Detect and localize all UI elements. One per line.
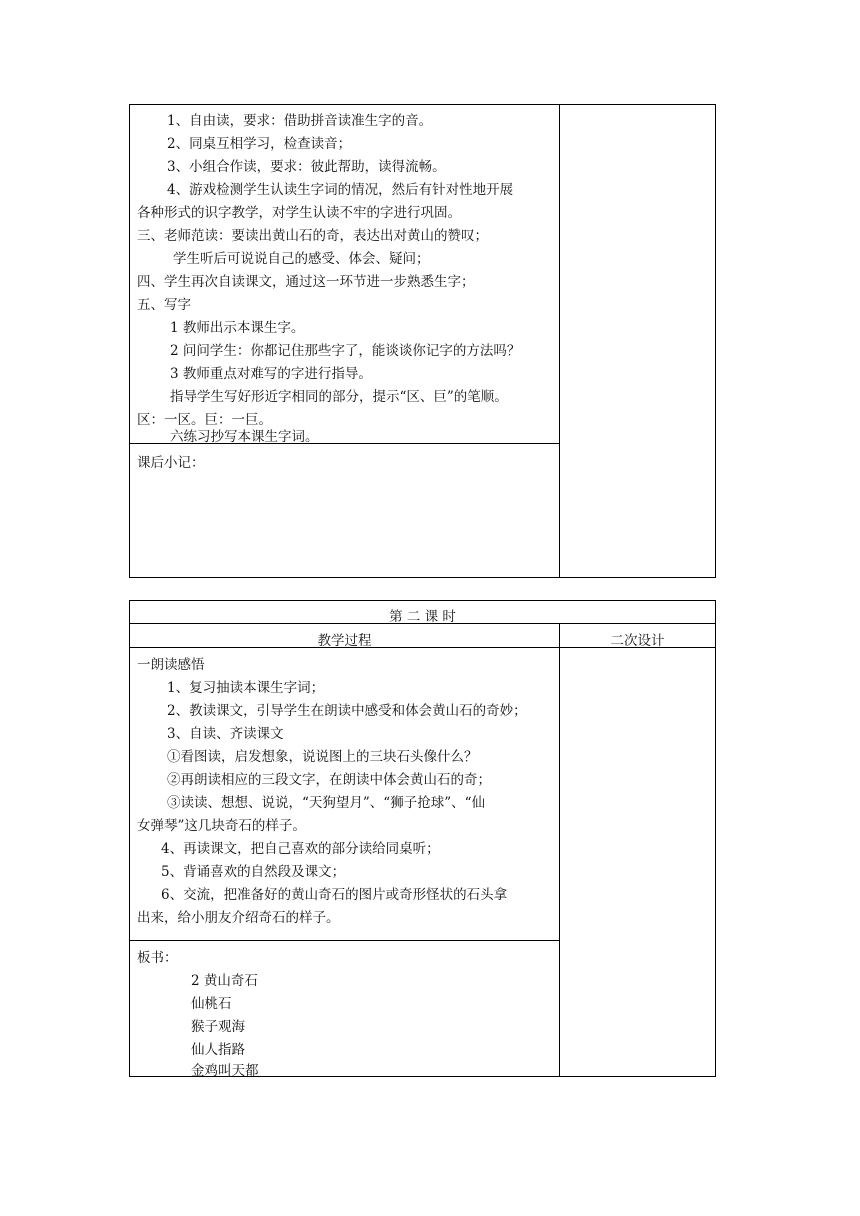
column-header-design: 二次设计: [610, 633, 665, 649]
table1-line: 六练习抄写本课生字词。: [170, 429, 319, 445]
table2-line: ②再朗读相应的三段文字，在朗读中体会黄山石的奇；: [167, 772, 491, 788]
table1-line: 4、游戏检测学生认读生字词的情况，然后有针对性地开展: [167, 182, 514, 198]
table1-line: 各种形式的识字教学，对学生认读不牢的字进行巩固。: [137, 205, 461, 221]
table1-line: 2、同桌互相学习，检查读音；: [167, 136, 352, 152]
table1-line: 3 教师重点对难写的字进行指导。: [170, 366, 372, 382]
table2-line: 1、复习抽读本课生字词；: [167, 680, 325, 696]
table1-line: 2 问问学生：你都记住那些字了，能谈谈你记字的方法吗？: [170, 343, 521, 359]
board-item: 仙人指路: [191, 1042, 245, 1058]
lesson-title: 第 二 课 时: [389, 609, 456, 625]
board-item: 猴子观海: [191, 1019, 245, 1035]
table2-line: 女弹琴”这几块奇石的样子。: [137, 818, 306, 834]
table2-line: ③读读、想想、说说，“天狗望月”、“狮子抢球”、“仙: [167, 795, 486, 811]
table2-line: ①看图读，启发想象，说说图上的三块石头像什么？: [167, 749, 478, 765]
table1-line: 区：一区。巨：一巨。: [137, 412, 272, 428]
table1-line: 3、小组合作读，要求：彼此帮助，读得流畅。: [167, 159, 446, 175]
board-label: 板书：: [137, 950, 178, 966]
table2-line: 4、再读课文，把自己喜欢的部分读给同桌听；: [161, 841, 440, 857]
table2-line: 出来，给小朋友介绍奇石的样子。: [137, 910, 340, 926]
table2-line: 一朗读感悟: [137, 657, 205, 673]
table1-column-divider: [559, 104, 560, 578]
table1-line: 学生听后可说说自己的感受、体会、疑问；: [173, 251, 430, 267]
table2-row-divider: [129, 940, 560, 941]
table1-line: 1 教师出示本课生字。: [170, 320, 305, 336]
table1-line: 四、学生再次自读课文，通过这一环节进一步熟悉生字；: [137, 274, 475, 290]
table1-line: 指导学生写好形近字相同的部分，提示“区、巨”的笔顺。: [170, 389, 508, 405]
table2-column-divider: [559, 623, 560, 1077]
table1-line: 五、写字: [137, 297, 191, 313]
board-item: 2 黄山奇石: [191, 973, 258, 989]
table2-line: 5、背诵喜欢的自然段及课文；: [161, 864, 346, 880]
table1-line: 1、自由读，要求：借助拼音读准生字的音。: [167, 113, 433, 129]
table2-line: 3、自读、齐读课文: [167, 726, 284, 742]
board-item: 金鸡叫天都: [191, 1063, 259, 1079]
table2-line: 6、交流，把准备好的黄山奇石的图片或奇形怪状的石头拿: [161, 887, 508, 903]
table1-line: 三、老师范读：要读出黄山石的奇，表达出对黄山的赞叹；: [137, 228, 488, 244]
board-item: 仙桃石: [191, 996, 232, 1012]
table2-line: 2、教读课文，引导学生在朗读中感受和体会黄山石的奇妙；: [167, 703, 527, 719]
column-header-process: 教学过程: [317, 633, 372, 649]
notes-label: 课后小记：: [137, 455, 205, 471]
